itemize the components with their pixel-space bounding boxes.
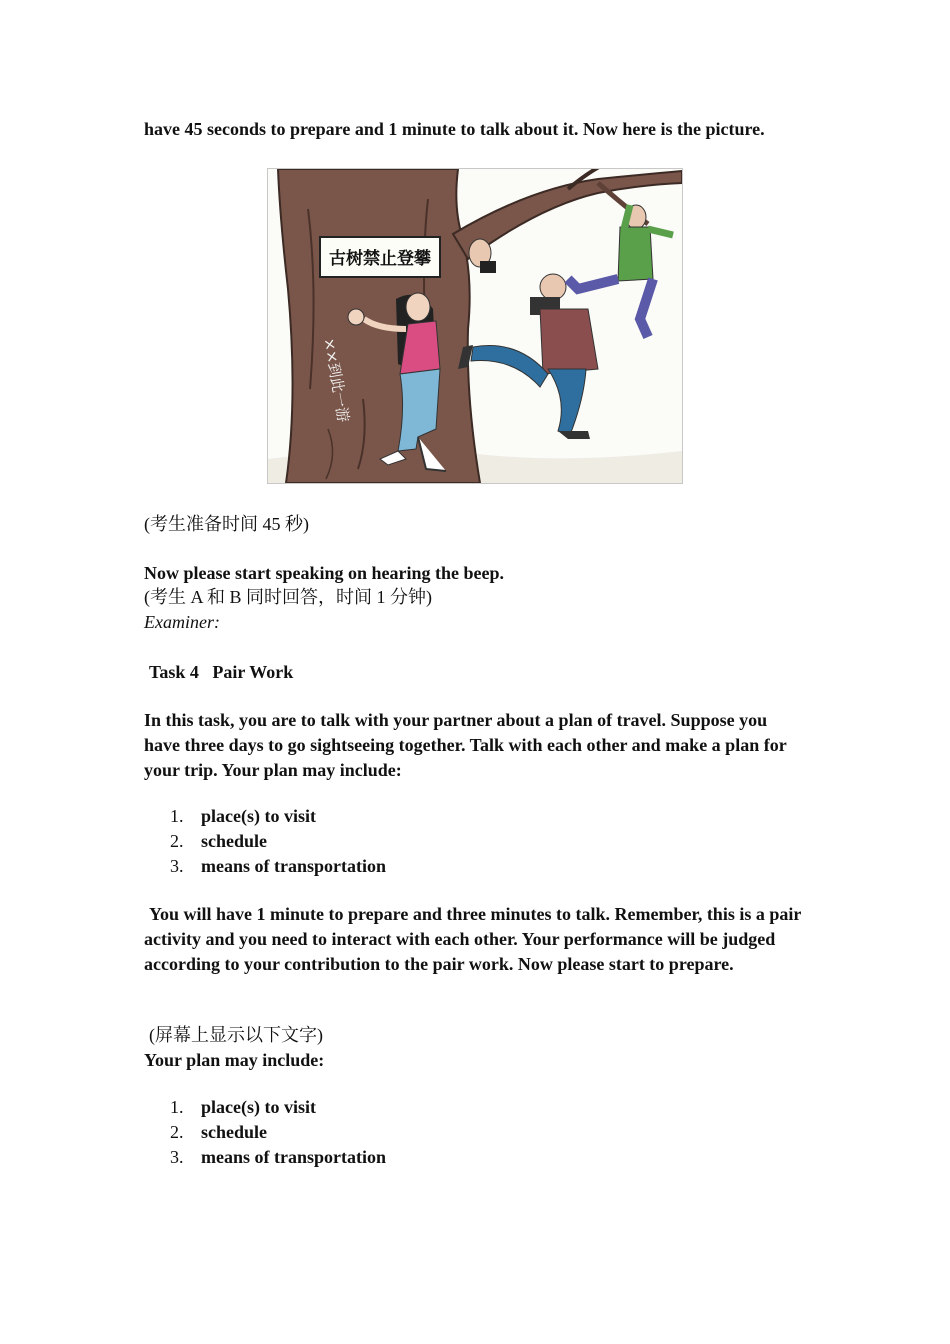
screen-note: (屏幕上显示以下文字): [149, 1025, 323, 1045]
prep-note: (考生准备时间 45 秒): [144, 514, 309, 534]
plan-heading: Your plan may include:: [144, 1050, 325, 1070]
list-item: 2. schedule: [170, 1122, 268, 1142]
cartoon-picture: [267, 168, 683, 484]
plan-items-list: [170, 804, 386, 879]
list-item: 1. place(s) to visit: [170, 806, 316, 826]
photographer-figure: [458, 274, 598, 439]
task4-title: Task 4 Pair Work: [149, 662, 294, 682]
screen-items-list: [170, 1095, 386, 1170]
cartoon-illustration: [268, 169, 682, 483]
answer-note: (考生 A 和 B 同时回答，时间 1 分钟): [144, 587, 432, 607]
graffiti-text: ××到此一游: [320, 336, 353, 424]
list-item: 1. place(s) to visit: [170, 1097, 316, 1117]
list-item: 3. means of transportation: [170, 856, 386, 876]
start-speaking-line: Now please start speaking on hearing the beep.: [144, 563, 505, 583]
task4-instructions: In this task, you are to talk with your partner about a plan of travel. Suppose you have three days to go sightseeing together. Talk with each other and make a plan for your trip. Your plan may include:: [144, 710, 787, 780]
list-item: 2. schedule: [170, 831, 268, 851]
examiner-label: Examiner:: [144, 612, 220, 632]
intro-line: have 45 seconds to prepare and 1 minute to talk about it. Now here is the picture.: [144, 119, 765, 139]
peeking-figure: [469, 239, 496, 273]
task4-prepare-text: You will have 1 minute to prepare and three minutes to talk. Remember, this is a pair activity and you need to interact with each other. Your performance will be judged according to your contribution to the pair work. Now please start to prepare.: [144, 904, 802, 974]
sign-text: 古树禁止登攀: [329, 249, 431, 269]
list-item: 3. means of transportation: [170, 1147, 386, 1167]
